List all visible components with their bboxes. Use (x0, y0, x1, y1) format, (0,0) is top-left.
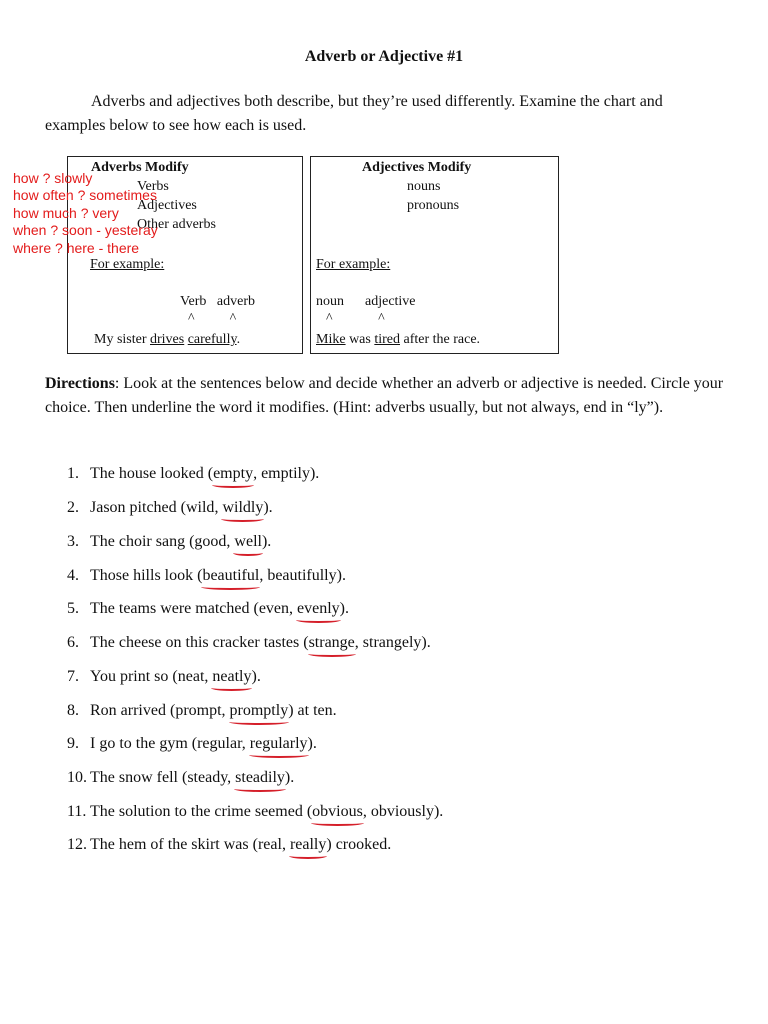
chosen-answer[interactable]: wildly (222, 499, 264, 516)
exercise-item: 9. I go to the gym (regular, regularly). (67, 735, 317, 752)
chosen-answer[interactable]: empty (213, 465, 254, 482)
directions-text: : Look at the sentences below and decide whether an adverb or adjective is needed. Circle your choice. Then underline the word it modifies. (Hint: adverbs usually, but not always, end in “ly”). (45, 375, 724, 416)
adjectives-item: pronouns (407, 198, 460, 213)
example-adverb: carefully (187, 332, 237, 347)
handwritten-note: how often ? sometimes (13, 187, 157, 203)
chosen-answer[interactable]: regularly (249, 735, 308, 752)
adverbs-item: Adjectives (137, 198, 197, 213)
exercise-item: 10. The snow fell (steady, steadily). (67, 769, 295, 786)
exercise-item: 2. Jason pitched (wild, wildly). (67, 499, 273, 516)
adjectives-heading: Adjectives Modify (362, 160, 472, 175)
chosen-answer[interactable]: promptly (229, 702, 289, 719)
adjectives-example-sentence: Mike was tired after the race. (316, 332, 481, 347)
exercise-item: 4. Those hills look (beautiful, beautifully). (67, 567, 346, 584)
adjectives-example-carets: ^ ^ (326, 311, 385, 326)
answer-option[interactable]: steady (187, 769, 228, 786)
chosen-answer[interactable]: beautiful (202, 567, 260, 584)
directions-paragraph (45, 372, 725, 420)
exercise-item: 8. Ron arrived (prompt, promptly) at ten. (67, 702, 337, 719)
adjectives-item: nouns (407, 179, 441, 194)
answer-option[interactable]: even (258, 600, 290, 617)
answer-option[interactable]: prompt (175, 702, 222, 719)
exercise-item: 7. You print so (neat, neatly). (67, 668, 261, 685)
handwritten-note: where ? here - there (13, 240, 140, 256)
chosen-answer[interactable]: really (289, 836, 327, 853)
handwritten-note: how much ? very (13, 205, 119, 221)
answer-option[interactable]: neat (177, 668, 205, 685)
answer-option[interactable]: regular (197, 735, 242, 752)
adjectives-for-example: For example: (316, 257, 391, 272)
page-title: Adverb or Adjective #1 (304, 48, 464, 65)
chosen-answer[interactable]: well (234, 533, 262, 550)
answer-option[interactable]: real (257, 836, 282, 853)
adverbs-item: Other adverbs (137, 217, 216, 232)
example-noun: Mike (316, 332, 346, 347)
handwritten-note: when ? soon - yesteray (13, 222, 158, 238)
directions-label: Directions (45, 375, 115, 392)
exercise-item: 3. The choir sang (good, well). (67, 533, 272, 550)
answer-option[interactable]: good (194, 533, 227, 550)
answer-option[interactable]: obviously (370, 803, 434, 820)
exercise-item: 12. The hem of the skirt was (real, really) crooked. (67, 836, 392, 853)
intro-paragraph: Adverbs and adjectives both describe, but they’re used differently. Examine the chart and examples below to see how each is used. (45, 93, 663, 134)
adjectives-modify-box (310, 156, 559, 354)
answer-option[interactable]: beautifully (267, 567, 337, 584)
chosen-answer[interactable]: obvious (312, 803, 363, 820)
example-adjective: tired (374, 332, 400, 347)
chosen-answer[interactable]: neatly (212, 668, 252, 685)
exercise-item: 11. The solution to the crime seemed (obvious, obviously). (67, 803, 444, 820)
adverbs-example-labels: Verb adverb (180, 294, 256, 309)
adjectives-example-labels: noun adjective (316, 294, 416, 309)
chosen-answer[interactable]: evenly (297, 600, 340, 617)
example-verb: drives (150, 332, 185, 347)
adverbs-heading: Adverbs Modify (91, 160, 189, 175)
chosen-answer[interactable]: steadily (235, 769, 285, 786)
adverbs-item: Verbs (137, 179, 169, 194)
exercise-item: 5. The teams were matched (even, evenly). (67, 600, 349, 617)
handwritten-note: how ? slowly (13, 170, 93, 186)
answer-option[interactable]: emptily (261, 465, 310, 482)
answer-option[interactable]: strangely (362, 634, 422, 651)
adverbs-example-carets: ^ ^ (188, 311, 237, 326)
chosen-answer[interactable]: strange (308, 634, 355, 651)
adverbs-for-example: For example: (90, 257, 165, 272)
adverbs-example-sentence: My sister drives carefully. (94, 332, 241, 347)
answer-option[interactable]: wild (185, 499, 215, 516)
exercise-item: 6. The cheese on this cracker tastes (strange, strangely). (67, 634, 431, 651)
exercise-item: 1. The house looked (empty, emptily). (67, 465, 320, 482)
